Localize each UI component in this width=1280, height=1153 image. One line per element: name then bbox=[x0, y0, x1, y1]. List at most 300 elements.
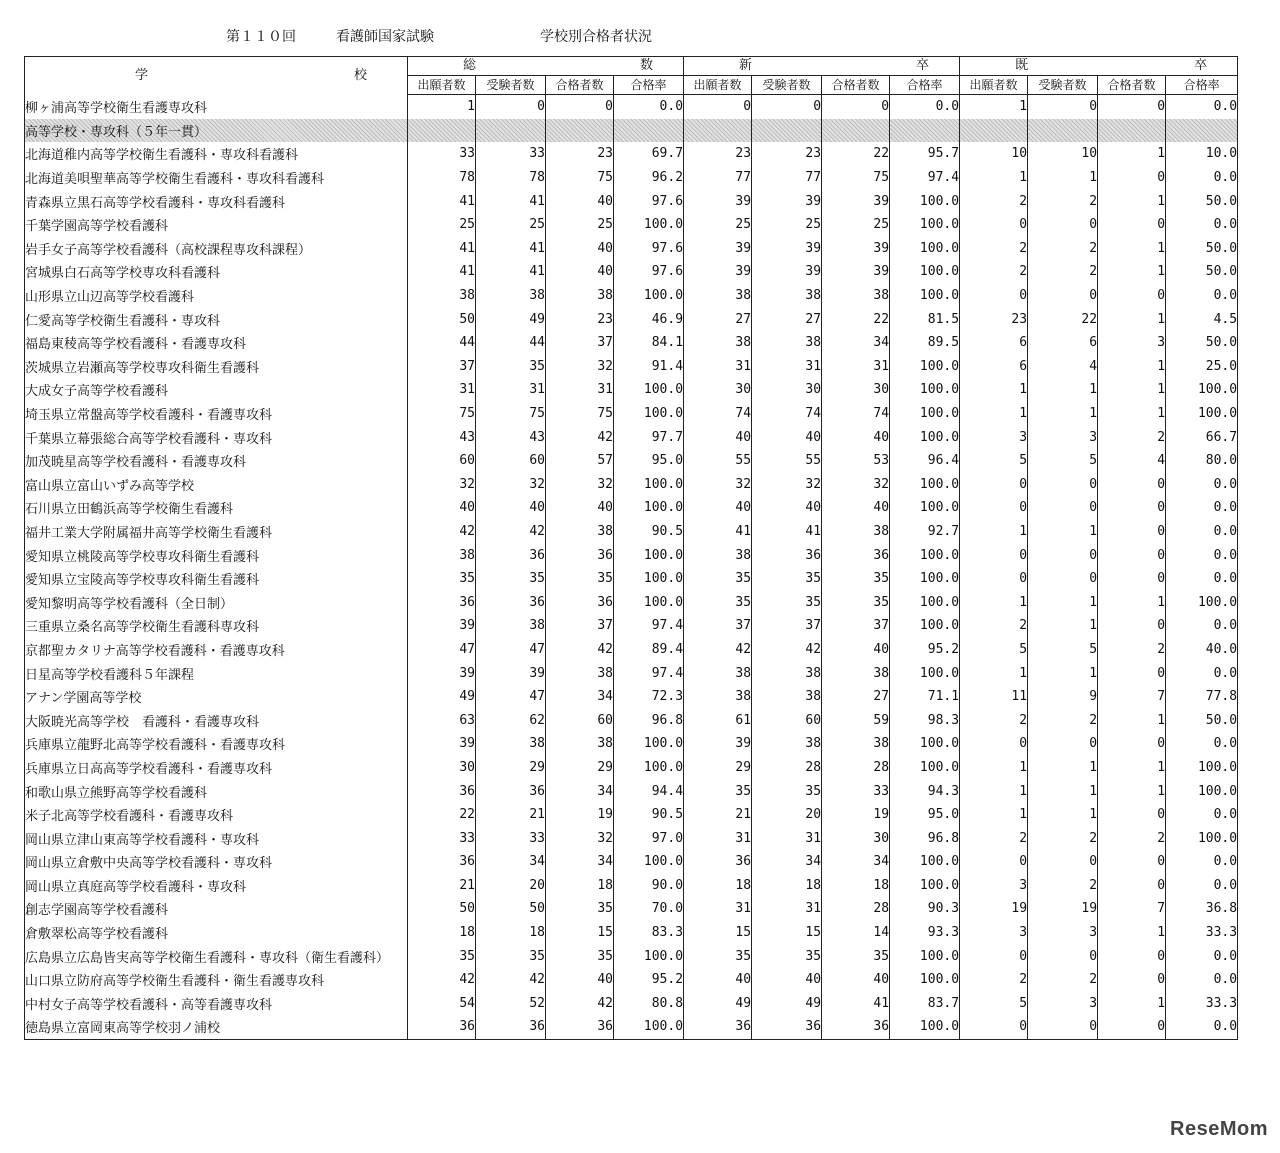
count-cell: 6 bbox=[960, 331, 1028, 355]
count-cell: 38 bbox=[684, 331, 752, 355]
pass-rate-cell: 46.9 bbox=[614, 307, 684, 331]
pass-rate-cell: 0.0 bbox=[1166, 874, 1238, 898]
count-cell: 0 bbox=[1098, 520, 1166, 544]
count-cell: 19 bbox=[822, 803, 890, 827]
count-cell: 0 bbox=[1028, 473, 1098, 497]
count-cell: 0 bbox=[960, 732, 1028, 756]
pass-rate-cell: 0.0 bbox=[1166, 213, 1238, 237]
pass-rate-cell: 0.0 bbox=[1166, 166, 1238, 190]
pass-rate-cell: 33.3 bbox=[1166, 921, 1238, 945]
count-cell: 35 bbox=[476, 944, 546, 968]
count-cell: 0 bbox=[1098, 496, 1166, 520]
table-row bbox=[25, 614, 1238, 638]
count-cell: 49 bbox=[752, 992, 822, 1016]
table-row bbox=[25, 402, 1238, 426]
count-cell: 39 bbox=[752, 237, 822, 261]
count-cell: 22 bbox=[1028, 307, 1098, 331]
count-cell: 3 bbox=[1098, 331, 1166, 355]
count-cell: 2 bbox=[1028, 189, 1098, 213]
count-cell: 60 bbox=[408, 449, 476, 473]
count-cell: 37 bbox=[546, 614, 614, 638]
pass-rate-cell: 100.0 bbox=[614, 473, 684, 497]
count-cell: 2 bbox=[960, 189, 1028, 213]
count-cell: 22 bbox=[822, 307, 890, 331]
count-cell: 42 bbox=[684, 638, 752, 662]
count-cell: 2 bbox=[1028, 874, 1098, 898]
count-cell: 0 bbox=[1028, 732, 1098, 756]
count-cell: 38 bbox=[684, 685, 752, 709]
count-cell: 40 bbox=[408, 496, 476, 520]
school-name: 中村女子高等学校看護科・高等看護専攻科 bbox=[25, 992, 408, 1016]
count-cell: 34 bbox=[546, 685, 614, 709]
section-cell bbox=[546, 119, 614, 143]
school-name: 愛知県立宝陵高等学校専攻科衛生看護科 bbox=[25, 567, 408, 591]
school-name: 青森県立黒石高等学校看護科・専攻科看護科 bbox=[25, 189, 408, 213]
count-cell: 0 bbox=[1098, 213, 1166, 237]
school-name: 埼玉県立常盤高等学校看護科・看護専攻科 bbox=[25, 402, 408, 426]
count-cell: 35 bbox=[546, 944, 614, 968]
section-cell bbox=[476, 119, 546, 143]
school-name: 米子北高等学校看護科・看護専攻科 bbox=[25, 803, 408, 827]
count-cell: 39 bbox=[684, 732, 752, 756]
subheader-cell: 出願者数 bbox=[408, 76, 476, 95]
count-cell: 1 bbox=[960, 166, 1028, 190]
pass-rate-cell: 100.0 bbox=[890, 543, 960, 567]
count-cell: 7 bbox=[1098, 897, 1166, 921]
count-cell: 41 bbox=[408, 189, 476, 213]
count-cell: 15 bbox=[546, 921, 614, 945]
school-name: 富山県立富山いずみ高等学校 bbox=[25, 473, 408, 497]
count-cell: 36 bbox=[408, 1015, 476, 1039]
count-cell: 31 bbox=[822, 355, 890, 379]
school-name: 加茂暁星高等学校看護科・看護専攻科 bbox=[25, 449, 408, 473]
count-cell: 18 bbox=[822, 874, 890, 898]
count-cell: 0 bbox=[1028, 543, 1098, 567]
count-cell: 0 bbox=[1098, 1015, 1166, 1039]
pass-rate-cell: 100.0 bbox=[1166, 826, 1238, 850]
count-cell: 0 bbox=[1098, 968, 1166, 992]
count-cell: 41 bbox=[476, 260, 546, 284]
count-cell: 1 bbox=[1098, 992, 1166, 1016]
count-cell: 38 bbox=[684, 661, 752, 685]
count-cell: 0 bbox=[684, 95, 752, 119]
pass-rate-cell: 100.0 bbox=[890, 496, 960, 520]
count-cell: 0 bbox=[960, 213, 1028, 237]
school-name: 仁愛高等学校衛生看護科・専攻科 bbox=[25, 307, 408, 331]
table-row bbox=[25, 425, 1238, 449]
school-header bbox=[25, 57, 408, 95]
count-cell: 0 bbox=[1028, 284, 1098, 308]
count-cell: 33 bbox=[408, 142, 476, 166]
count-cell: 41 bbox=[684, 520, 752, 544]
count-cell: 3 bbox=[960, 425, 1028, 449]
count-cell: 34 bbox=[546, 779, 614, 803]
pass-rate-cell: 100.0 bbox=[890, 756, 960, 780]
pass-rate-cell: 50.0 bbox=[1166, 237, 1238, 261]
pass-rate-cell: 0.0 bbox=[1166, 944, 1238, 968]
pass-rate-cell: 100.0 bbox=[890, 590, 960, 614]
pass-rate-cell: 90.5 bbox=[614, 803, 684, 827]
pass-rate-cell: 0.0 bbox=[1166, 968, 1238, 992]
count-cell: 43 bbox=[408, 425, 476, 449]
pass-rate-cell: 100.0 bbox=[1166, 378, 1238, 402]
count-cell: 28 bbox=[752, 756, 822, 780]
count-cell: 0 bbox=[1028, 850, 1098, 874]
pass-rate-cell: 0.0 bbox=[1166, 1015, 1238, 1039]
count-cell: 23 bbox=[960, 307, 1028, 331]
pass-rate-cell: 0.0 bbox=[1166, 661, 1238, 685]
count-cell: 36 bbox=[684, 1015, 752, 1039]
count-cell: 36 bbox=[546, 543, 614, 567]
pass-rate-cell: 33.3 bbox=[1166, 992, 1238, 1016]
count-cell: 31 bbox=[684, 355, 752, 379]
count-cell: 36 bbox=[408, 779, 476, 803]
school-name: 福井工業大学附属福井高等学校衛生看護科 bbox=[25, 520, 408, 544]
table-row bbox=[25, 850, 1238, 874]
table-row bbox=[25, 1015, 1238, 1039]
count-cell: 74 bbox=[822, 402, 890, 426]
table-row bbox=[25, 756, 1238, 780]
count-cell: 21 bbox=[476, 803, 546, 827]
pass-rate-cell: 100.0 bbox=[890, 402, 960, 426]
count-cell: 36 bbox=[476, 1015, 546, 1039]
count-cell: 52 bbox=[476, 992, 546, 1016]
count-cell: 35 bbox=[752, 944, 822, 968]
table-row bbox=[25, 449, 1238, 473]
count-cell: 2 bbox=[960, 826, 1028, 850]
table-row bbox=[25, 992, 1238, 1016]
count-cell: 0 bbox=[476, 95, 546, 119]
school-name: 兵庫県立日高高等学校看護科・看護専攻科 bbox=[25, 756, 408, 780]
count-cell: 32 bbox=[684, 473, 752, 497]
pass-rate-cell: 90.3 bbox=[890, 897, 960, 921]
section-cell bbox=[408, 119, 476, 143]
count-cell: 32 bbox=[752, 473, 822, 497]
count-cell: 42 bbox=[752, 638, 822, 662]
pass-rate-cell: 70.0 bbox=[614, 897, 684, 921]
count-cell: 11 bbox=[960, 685, 1028, 709]
count-cell: 54 bbox=[408, 992, 476, 1016]
pass-rate-cell: 100.0 bbox=[1166, 779, 1238, 803]
pass-rate-cell: 92.7 bbox=[890, 520, 960, 544]
pass-rate-cell: 0.0 bbox=[1166, 284, 1238, 308]
count-cell: 0 bbox=[1098, 284, 1166, 308]
count-cell: 1 bbox=[1098, 142, 1166, 166]
school-name: 千葉県立幕張総合高等学校看護科・専攻科 bbox=[25, 425, 408, 449]
count-cell: 41 bbox=[822, 992, 890, 1016]
count-cell: 25 bbox=[822, 213, 890, 237]
pass-rate-cell: 95.0 bbox=[614, 449, 684, 473]
count-cell: 1 bbox=[960, 95, 1028, 119]
count-cell: 27 bbox=[752, 307, 822, 331]
pass-rate-cell: 100.0 bbox=[890, 567, 960, 591]
section-cell bbox=[684, 119, 752, 143]
count-cell: 23 bbox=[752, 142, 822, 166]
count-cell: 2 bbox=[960, 237, 1028, 261]
subheader-cell: 受験者数 bbox=[752, 76, 822, 95]
count-cell: 0 bbox=[960, 284, 1028, 308]
count-cell: 0 bbox=[960, 496, 1028, 520]
count-cell: 38 bbox=[684, 543, 752, 567]
pass-rate-cell: 100.0 bbox=[614, 543, 684, 567]
count-cell: 18 bbox=[546, 874, 614, 898]
count-cell: 40 bbox=[822, 496, 890, 520]
count-cell: 0 bbox=[960, 944, 1028, 968]
school-header-right: 校 bbox=[353, 67, 367, 83]
subheader-cell: 合格率 bbox=[1166, 76, 1238, 95]
count-cell: 7 bbox=[1098, 685, 1166, 709]
count-cell: 1 bbox=[1028, 402, 1098, 426]
count-cell: 40 bbox=[752, 425, 822, 449]
count-cell: 1 bbox=[1098, 921, 1166, 945]
table-row bbox=[25, 803, 1238, 827]
count-cell: 18 bbox=[684, 874, 752, 898]
count-cell: 28 bbox=[822, 756, 890, 780]
pass-rate-cell: 50.0 bbox=[1166, 189, 1238, 213]
count-cell: 18 bbox=[752, 874, 822, 898]
count-cell: 35 bbox=[684, 944, 752, 968]
count-cell: 40 bbox=[546, 237, 614, 261]
pass-rate-cell: 0.0 bbox=[1166, 520, 1238, 544]
count-cell: 38 bbox=[752, 331, 822, 355]
table-row bbox=[25, 166, 1238, 190]
count-cell: 1 bbox=[1098, 590, 1166, 614]
count-cell: 1 bbox=[960, 590, 1028, 614]
pass-rate-cell: 69.7 bbox=[614, 142, 684, 166]
count-cell: 42 bbox=[408, 520, 476, 544]
count-cell: 33 bbox=[822, 779, 890, 803]
count-cell: 15 bbox=[752, 921, 822, 945]
subheader-cell: 合格者数 bbox=[546, 76, 614, 95]
count-cell: 1 bbox=[960, 378, 1028, 402]
count-cell: 0 bbox=[1028, 213, 1098, 237]
count-cell: 36 bbox=[476, 590, 546, 614]
count-cell: 49 bbox=[476, 307, 546, 331]
count-cell: 36 bbox=[822, 543, 890, 567]
count-cell: 0 bbox=[1098, 567, 1166, 591]
count-cell: 36 bbox=[752, 1015, 822, 1039]
pass-rate-cell: 100.0 bbox=[890, 732, 960, 756]
count-cell: 0 bbox=[1098, 614, 1166, 638]
count-cell: 0 bbox=[960, 1015, 1028, 1039]
count-cell: 36 bbox=[408, 590, 476, 614]
count-cell: 20 bbox=[752, 803, 822, 827]
count-cell: 57 bbox=[546, 449, 614, 473]
subheader-cell: 合格率 bbox=[614, 76, 684, 95]
count-cell: 23 bbox=[684, 142, 752, 166]
count-cell: 40 bbox=[546, 260, 614, 284]
count-cell: 2 bbox=[1098, 638, 1166, 662]
table-row bbox=[25, 590, 1238, 614]
pass-rate-cell: 4.5 bbox=[1166, 307, 1238, 331]
pass-rate-cell: 100.0 bbox=[614, 284, 684, 308]
count-cell: 30 bbox=[408, 756, 476, 780]
table-row bbox=[25, 189, 1238, 213]
pass-rate-cell: 91.4 bbox=[614, 355, 684, 379]
pass-rate-cell: 100.0 bbox=[1166, 590, 1238, 614]
subheader-cell: 出願者数 bbox=[960, 76, 1028, 95]
school-name: 大成女子高等学校看護科 bbox=[25, 378, 408, 402]
count-cell: 22 bbox=[408, 803, 476, 827]
pass-rate-cell: 50.0 bbox=[1166, 260, 1238, 284]
count-cell: 40 bbox=[546, 968, 614, 992]
pass-rate-cell: 100.0 bbox=[614, 756, 684, 780]
count-cell: 1 bbox=[960, 402, 1028, 426]
count-cell: 1 bbox=[960, 661, 1028, 685]
subheader-cell: 合格者数 bbox=[822, 76, 890, 95]
count-cell: 1 bbox=[408, 95, 476, 119]
section-cell bbox=[1028, 119, 1098, 143]
title-subject: 学校別合格者状況 bbox=[540, 29, 652, 45]
count-cell: 1 bbox=[1098, 402, 1166, 426]
count-cell: 30 bbox=[822, 826, 890, 850]
pass-rate-cell: 97.7 bbox=[614, 425, 684, 449]
count-cell: 38 bbox=[546, 732, 614, 756]
count-cell: 37 bbox=[684, 614, 752, 638]
table-row bbox=[25, 567, 1238, 591]
count-cell: 39 bbox=[684, 260, 752, 284]
pass-rate-cell: 97.4 bbox=[614, 661, 684, 685]
count-cell: 2 bbox=[960, 968, 1028, 992]
count-cell: 36 bbox=[476, 779, 546, 803]
school-name: 岡山県立真庭高等学校看護科・専攻科 bbox=[25, 874, 408, 898]
school-name: 創志学園高等学校看護科 bbox=[25, 897, 408, 921]
pass-rate-cell: 100.0 bbox=[890, 378, 960, 402]
count-cell: 30 bbox=[822, 378, 890, 402]
school-name: 三重県立桑名高等学校衛生看護科専攻科 bbox=[25, 614, 408, 638]
count-cell: 0 bbox=[1028, 567, 1098, 591]
count-cell: 3 bbox=[960, 874, 1028, 898]
count-cell: 36 bbox=[822, 1015, 890, 1039]
count-cell: 2 bbox=[1028, 826, 1098, 850]
pass-rate-cell: 97.6 bbox=[614, 260, 684, 284]
pass-rate-cell: 100.0 bbox=[1166, 402, 1238, 426]
count-cell: 1 bbox=[960, 803, 1028, 827]
count-cell: 31 bbox=[684, 897, 752, 921]
pass-rate-cell: 100.0 bbox=[614, 944, 684, 968]
count-cell: 14 bbox=[822, 921, 890, 945]
pass-rate-cell: 94.3 bbox=[890, 779, 960, 803]
table-row bbox=[25, 520, 1238, 544]
pass-rate-cell: 77.8 bbox=[1166, 685, 1238, 709]
count-cell: 23 bbox=[546, 307, 614, 331]
count-cell: 1 bbox=[1028, 520, 1098, 544]
count-cell: 3 bbox=[1028, 992, 1098, 1016]
count-cell: 38 bbox=[476, 732, 546, 756]
count-cell: 37 bbox=[546, 331, 614, 355]
count-cell: 35 bbox=[408, 944, 476, 968]
count-cell: 35 bbox=[822, 590, 890, 614]
pass-rate-cell: 0.0 bbox=[1166, 614, 1238, 638]
pass-rate-cell: 95.7 bbox=[890, 142, 960, 166]
count-cell: 39 bbox=[408, 732, 476, 756]
count-cell: 32 bbox=[822, 473, 890, 497]
count-cell: 32 bbox=[476, 473, 546, 497]
school-header-left: 学 bbox=[135, 67, 149, 83]
count-cell: 0 bbox=[1098, 732, 1166, 756]
table-row bbox=[25, 142, 1238, 166]
count-cell: 38 bbox=[408, 284, 476, 308]
pass-rate-cell: 95.2 bbox=[890, 638, 960, 662]
table-row bbox=[25, 826, 1238, 850]
count-cell: 1 bbox=[1028, 803, 1098, 827]
pass-rate-cell: 96.4 bbox=[890, 449, 960, 473]
count-cell: 38 bbox=[822, 732, 890, 756]
count-cell: 59 bbox=[822, 708, 890, 732]
pass-rate-cell: 95.2 bbox=[614, 968, 684, 992]
count-cell: 0 bbox=[1098, 944, 1166, 968]
count-cell: 38 bbox=[476, 614, 546, 638]
title-exam: 看護師国家試験 bbox=[336, 29, 434, 45]
pass-rate-cell: 50.0 bbox=[1166, 331, 1238, 355]
count-cell: 78 bbox=[476, 166, 546, 190]
count-cell: 25 bbox=[684, 213, 752, 237]
count-cell: 1 bbox=[1028, 661, 1098, 685]
count-cell: 38 bbox=[408, 543, 476, 567]
table-row bbox=[25, 779, 1238, 803]
count-cell: 2 bbox=[960, 260, 1028, 284]
count-cell: 28 bbox=[822, 897, 890, 921]
subheader-cell: 出願者数 bbox=[684, 76, 752, 95]
count-cell: 1 bbox=[1098, 355, 1166, 379]
pass-rate-cell: 89.4 bbox=[614, 638, 684, 662]
count-cell: 0 bbox=[1098, 166, 1166, 190]
pass-rate-cell: 0.0 bbox=[1166, 496, 1238, 520]
count-cell: 31 bbox=[476, 378, 546, 402]
count-cell: 5 bbox=[1028, 449, 1098, 473]
count-cell: 47 bbox=[476, 638, 546, 662]
count-cell: 23 bbox=[546, 142, 614, 166]
count-cell: 31 bbox=[752, 355, 822, 379]
count-cell: 39 bbox=[822, 260, 890, 284]
count-cell: 32 bbox=[408, 473, 476, 497]
count-cell: 22 bbox=[822, 142, 890, 166]
pass-rate-cell: 93.3 bbox=[890, 921, 960, 945]
school-name: 石川県立田鶴浜高等学校衛生看護科 bbox=[25, 496, 408, 520]
count-cell: 40 bbox=[546, 496, 614, 520]
pass-rate-cell: 100.0 bbox=[890, 260, 960, 284]
count-cell: 1 bbox=[1028, 166, 1098, 190]
count-cell: 2 bbox=[1028, 260, 1098, 284]
count-cell: 0 bbox=[1028, 95, 1098, 119]
pass-rate-cell: 0.0 bbox=[614, 95, 684, 119]
count-cell: 38 bbox=[546, 661, 614, 685]
pass-rate-cell: 36.8 bbox=[1166, 897, 1238, 921]
count-cell: 10 bbox=[960, 142, 1028, 166]
table-row bbox=[25, 685, 1238, 709]
table-row bbox=[25, 355, 1238, 379]
count-cell: 49 bbox=[684, 992, 752, 1016]
count-cell: 38 bbox=[546, 520, 614, 544]
count-cell: 15 bbox=[684, 921, 752, 945]
count-cell: 37 bbox=[822, 614, 890, 638]
count-cell: 50 bbox=[476, 897, 546, 921]
count-cell: 39 bbox=[408, 661, 476, 685]
count-cell: 40 bbox=[822, 638, 890, 662]
count-cell: 42 bbox=[476, 968, 546, 992]
count-cell: 18 bbox=[476, 921, 546, 945]
count-cell: 29 bbox=[546, 756, 614, 780]
school-name: 山形県立山辺高等学校看護科 bbox=[25, 284, 408, 308]
count-cell: 38 bbox=[822, 661, 890, 685]
pass-rate-cell: 100.0 bbox=[614, 1015, 684, 1039]
count-cell: 39 bbox=[684, 189, 752, 213]
table-row bbox=[25, 237, 1238, 261]
count-cell: 5 bbox=[1028, 638, 1098, 662]
pass-rate-cell: 100.0 bbox=[890, 874, 960, 898]
count-cell: 35 bbox=[822, 567, 890, 591]
table-row bbox=[25, 708, 1238, 732]
